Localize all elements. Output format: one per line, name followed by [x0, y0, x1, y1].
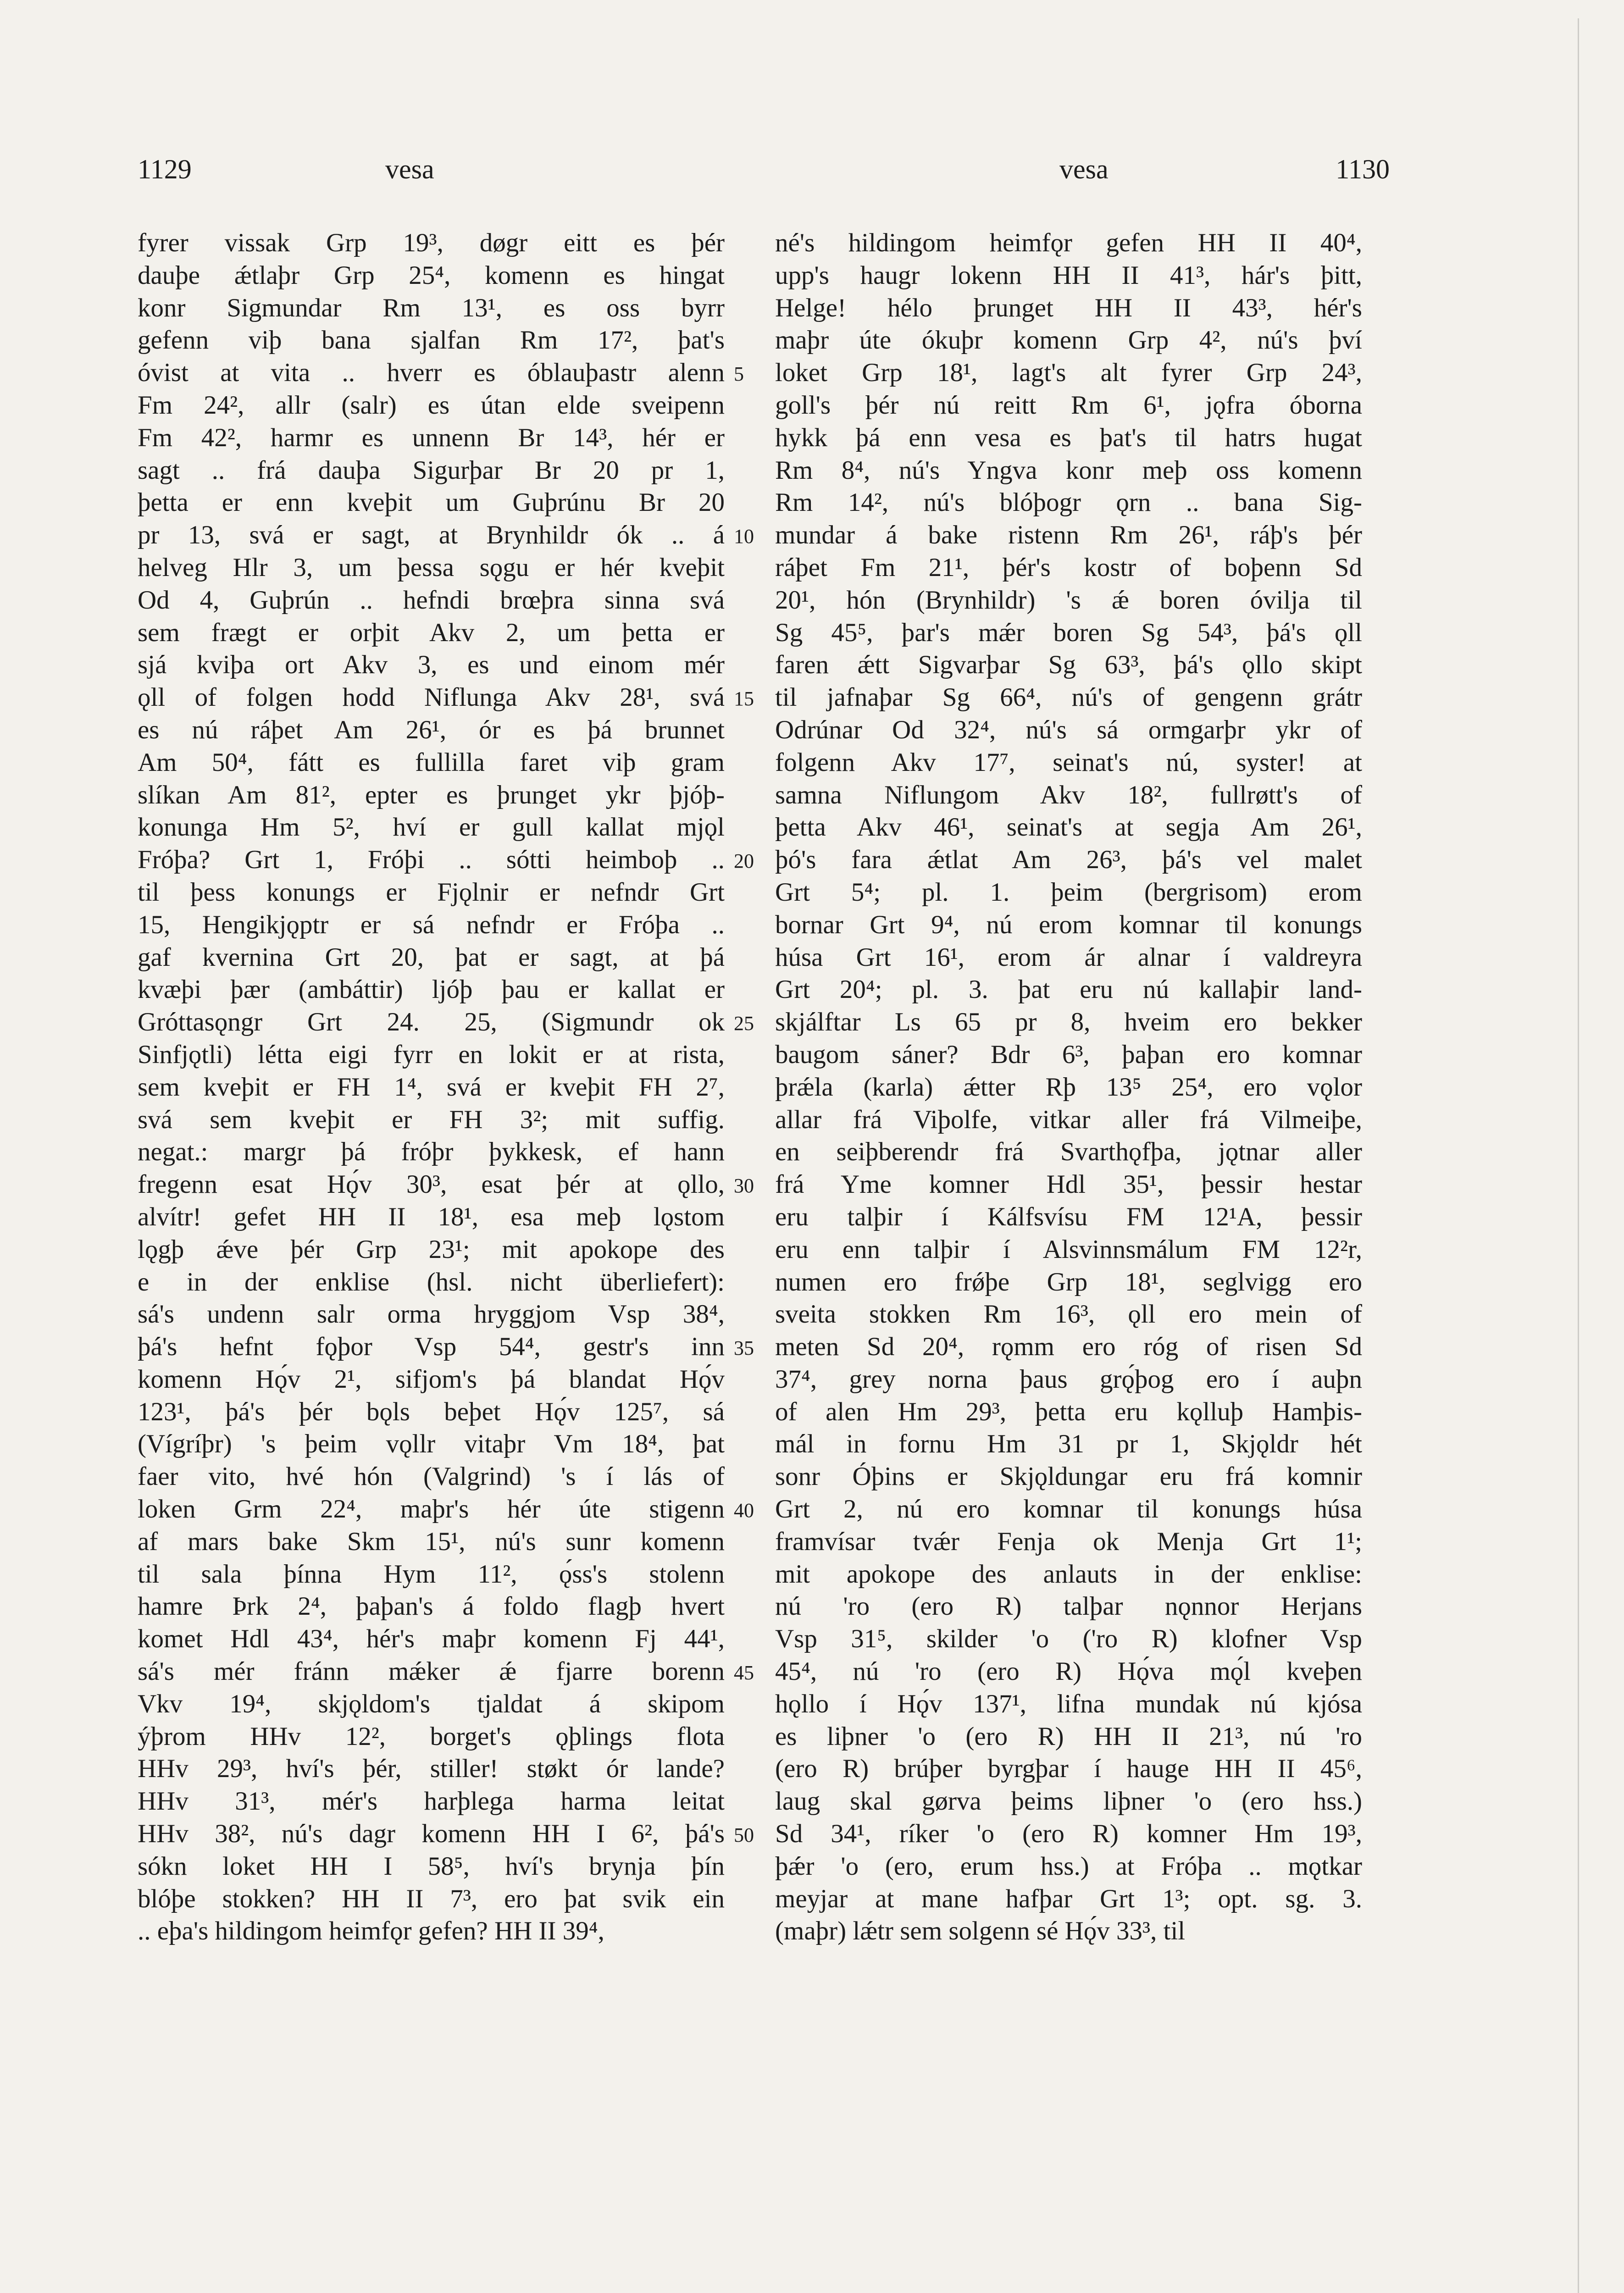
page-header	[138, 154, 1390, 190]
right-column-line: es liþner 'o (ero R) HH II 21³, nú 'ro	[775, 1722, 1362, 1751]
left-column-line: Od 4, Guþrún .. hefndi brœþra sinna svá	[138, 585, 725, 615]
right-column-line: maþr úte ókuþr komenn Grp 4², nú's því	[775, 326, 1362, 355]
left-column-line: sem kveþit er FH 1⁴, svá er kveþit FH 2⁷,	[138, 1072, 725, 1102]
right-column-line: eru talþir í Kálfsvísu FM 12¹A, þessir	[775, 1202, 1362, 1231]
left-column-line: Gróttasǫngr Grt 24. 25, (Sigmundr ok	[138, 1008, 725, 1037]
left-column-line: af mars bake Skm 15¹, nú's sunr komenn	[138, 1527, 725, 1556]
right-column-line: 20¹, hón (Brynhildr) 's ǽ boren óvilja til	[775, 585, 1362, 615]
right-column-line: sonr Óþins er Skjǫldungar eru frá komnir	[775, 1462, 1362, 1491]
right-column-line: hykk þá enn vesa es þat's til hatrs hugat	[775, 423, 1362, 452]
left-column-line: e in der enklise (hsl. nicht überliefert):	[138, 1267, 725, 1296]
line-number: 45	[734, 1662, 754, 1684]
left-column-line: 123¹, þá's þér bǫls beþet Hǫ́v 125⁷, sá	[138, 1397, 725, 1426]
left-column-line: 15, Hengikjǫptr er sá nefndr er Fróþa ..	[138, 910, 725, 939]
left-column-line: konr Sigmundar Rm 13¹, es oss byrr	[138, 293, 725, 322]
right-column-line: til jafnaþar Sg 66⁴, nú's of gengenn grátr	[775, 683, 1362, 712]
left-column-line: sem frægt er orþit Akv 2, um þetta er	[138, 618, 725, 647]
left-column-line: (Vígríþr) 's þeim vǫllr vitaþr Vm 18⁴, þat	[138, 1429, 725, 1459]
right-column-line: Grt 2, nú ero komnar til konungs húsa	[775, 1495, 1362, 1524]
left-column-line: dauþe ǽtlaþr Grp 25⁴, komenn es hingat	[138, 260, 725, 290]
right-column-line: Grt 20⁴; pl. 3. þat eru nú kallaþir land-	[775, 975, 1362, 1004]
right-column-line: Grt 5⁴; pl. 1. þeim (bergrisom) erom	[775, 877, 1362, 907]
left-column-line: konunga Hm 5², hví er gull kallat mjǫl	[138, 813, 725, 842]
scan-edge-line	[1578, 18, 1579, 2293]
left-column-line: HHv 31³, mér's harþlega harma leitat	[138, 1787, 725, 1816]
right-column-line: of alen Hm 29³, þetta eru kǫlluþ Hamþis-	[775, 1397, 1362, 1426]
right-column-line: en seiþberendr frá Svarthǫfþa, jǫtnar aller	[775, 1137, 1362, 1167]
right-column-line: þǽr 'o (ero, erum hss.) at Fróþa .. mǫtkar	[775, 1851, 1362, 1881]
right-column-line: upp's haugr lokenn HH II 41³, hár's þitt,	[775, 260, 1362, 290]
right-column-line: Rm 14², nú's blóþogr ǫrn .. bana Sig-	[775, 488, 1362, 517]
right-column-line: hǫllo í Hǫ́v 137¹, lifna mundak nú kjósa	[775, 1689, 1362, 1718]
left-column-line: fyrer vissak Grp 19³, døgr eitt es þér	[138, 228, 725, 257]
right-column-line: eru enn talþir í Alsvinnsmálum FM 12²r,	[775, 1235, 1362, 1264]
right-text-column	[775, 227, 1362, 1948]
left-column-line: Vkv 19⁴, skjǫldom's tjaldat á skipom	[138, 1689, 725, 1718]
right-column-line: skjálftar Ls 65 pr 8, hveim ero bekker	[775, 1008, 1362, 1037]
left-column-line: sá's undenn salr orma hryggjom Vsp 38⁴,	[138, 1300, 725, 1329]
left-column-line: gefenn viþ bana sjalfan Rm 17², þat's	[138, 326, 725, 355]
right-column-line: loket Grp 18¹, lagt's alt fyrer Grp 24³,	[775, 358, 1362, 388]
line-number: 30	[734, 1174, 754, 1197]
line-number: 10	[734, 525, 754, 548]
right-column-line: húsa Grt 16¹, erom ár alnar í valdreyra	[775, 942, 1362, 972]
left-column-line: negat.: margr þá fróþr þykkesk, ef hann	[138, 1137, 725, 1167]
left-column-line: sókn loket HH I 58⁵, hví's brynja þín	[138, 1851, 725, 1881]
right-column-line: Odrúnar Od 32⁴, nú's sá ormgarþr ykr of	[775, 715, 1362, 744]
line-number: 5	[734, 363, 744, 386]
line-number: 40	[734, 1499, 754, 1522]
line-number: 20	[734, 850, 754, 873]
left-column-line: þetta er enn kveþit um Guþrúnu Br 20	[138, 488, 725, 517]
left-column-line: til sala þínna Hym 11², ǫ́ss's stolenn	[138, 1559, 725, 1589]
left-column-line: fregenn esat Hǫ́v 30³, esat þér at ǫllo,	[138, 1170, 725, 1199]
right-column-line: laug skal gørva þeims liþner 'o (ero hss.)	[775, 1787, 1362, 1816]
right-column-line: Rm 8⁴, nú's Yngva konr meþ oss komenn	[775, 455, 1362, 485]
right-column-line: (maþr) lǽtr sem solgenn sé Hǫ́v 33³, til	[775, 1916, 1186, 1946]
line-number: 35	[734, 1337, 754, 1360]
right-column-line: nú 'ro (ero R) talþar nǫnnor Herjans	[775, 1592, 1362, 1621]
left-column-line: Fm 24², allr (salr) es útan elde sveipenn	[138, 390, 725, 420]
right-column-line: mit apokope des anlauts in der enklise:	[775, 1559, 1362, 1589]
right-column-line: goll's þér nú reitt Rm 6¹, jǫfra óborna	[775, 390, 1362, 420]
left-column-line: þá's hefnt fǫþor Vsp 54⁴, gestr's inn	[138, 1332, 725, 1362]
right-column-line: þetta Akv 46¹, seinat's at segja Am 26¹,	[775, 813, 1362, 842]
right-column-line: ráþet Fm 21¹, þér's kostr of boþenn Sd	[775, 553, 1362, 582]
line-number: 25	[734, 1012, 754, 1035]
right-running-headword: vesa	[1059, 154, 1109, 184]
left-column-line: sjá kviþa ort Akv 3, es und einom mér	[138, 650, 725, 680]
left-column-line: es nú ráþet Am 26¹, ór es þá brunnet	[138, 715, 725, 744]
left-column-line: Fróþa? Grt 1, Fróþi .. sótti heimboþ ..	[138, 845, 725, 875]
left-column-line: pr 13, svá er sagt, at Brynhildr ók .. á	[138, 521, 725, 550]
left-column-line: ýþrom HHv 12², borget's ǫþlings flota	[138, 1722, 725, 1751]
left-column-line: hamre Þrk 2⁴, þaþan's á foldo flagþ hvert	[138, 1592, 725, 1621]
right-column-line: bornar Grt 9⁴, nú erom komnar til konungs	[775, 910, 1362, 939]
right-column-line: baugom sáner? Bdr 6³, þaþan ero komnar	[775, 1040, 1362, 1069]
left-column-line: alvítr! gefet HH II 18¹, esa meþ lǫstom	[138, 1202, 725, 1231]
left-column-line: helveg Hlr 3, um þessa sǫgu er hér kveþit	[138, 553, 725, 582]
line-number: 50	[734, 1824, 754, 1847]
right-column-line: faren ǽtt Sigvarþar Sg 63³, þá's ǫllo skipt	[775, 650, 1362, 680]
right-column-line: numen ero frǿþe Grp 18¹, seglvigg ero	[775, 1267, 1362, 1296]
left-column-line: gaf kvernina Grt 20, þat er sagt, at þá	[138, 942, 725, 972]
right-column-line: þó's fara ǽtlat Am 26³, þá's vel malet	[775, 845, 1362, 875]
right-column-line: (ero R) brúþer byrgþar í hauge HH II 45⁶,	[775, 1754, 1362, 1783]
left-column-line: svá sem kveþit er FH 3²; mit suffig.	[138, 1105, 725, 1134]
left-column-line: óvist at vita .. hverr es óblauþastr alenn	[138, 358, 725, 388]
left-column-line: Fm 42², harmr es unnenn Br 14³, hér er	[138, 423, 725, 452]
right-column-line: né's hildingom heimfǫr gefen HH II 40⁴,	[775, 228, 1362, 257]
right-column-line: þrǽla (karla) ǽtter Rþ 13⁵ 25⁴, ero vǫlor	[775, 1072, 1362, 1102]
right-column-line: meyjar at mane hafþar Grt 1³; opt. sg. 3.	[775, 1884, 1362, 1913]
left-column-line: Am 50⁴, fátt es fullilla faret viþ gram	[138, 748, 725, 777]
left-column-line: komenn Hǫ́v 2¹, sifjom's þá blandat Hǫ́v	[138, 1364, 725, 1394]
left-column-line: Sinfjǫtli) létta eigi fyrr en lokit er at rista,	[138, 1040, 725, 1069]
left-column-line: sá's mér fránn mǽker ǽ fjarre borenn	[138, 1657, 725, 1686]
right-column-line: framvísar tvǽr Fenja ok Menja Grt 1¹;	[775, 1527, 1362, 1556]
left-column-line: faer vito, hvé hón (Valgrind) 's í lás of	[138, 1462, 725, 1491]
right-column-line: Sd 34¹, ríker 'o (ero R) komner Hm 19³,	[775, 1819, 1362, 1849]
right-column-line: frá Yme komner Hdl 35¹, þessir hestar	[775, 1170, 1362, 1199]
left-column-line: slíkan Am 81², epter es þrunget ykr þjóþ-	[138, 780, 725, 809]
left-column-line: kvæþi þær (ambáttir) ljóþ þau er kallat er	[138, 975, 725, 1004]
right-column-line: sveita stokken Rm 16³, ǫll ero mein of	[775, 1300, 1362, 1329]
left-column-line: HHv 38², nú's dagr komenn HH I 6², þá's	[138, 1819, 725, 1849]
left-column-line: til þess konungs er Fjǫlnir er nefndr Grt	[138, 877, 725, 907]
left-column-line: HHv 29³, hví's þér, stiller! støkt ór lande?	[138, 1754, 725, 1783]
left-column-line: sagt .. frá dauþa Sigurþar Br 20 pr 1,	[138, 455, 725, 485]
right-column-line: Sg 45⁵, þar's mǽr boren Sg 54³, þá's ǫll	[775, 618, 1362, 647]
right-column-line: 37⁴, grey norna þaus grǫ́þog ero í auþn	[775, 1364, 1362, 1394]
right-column-line: samna Niflungom Akv 18², fullrøtt's of	[775, 780, 1362, 809]
left-column-line: blóþe stokken? HH II 7³, ero þat svik ein	[138, 1884, 725, 1913]
right-column-line: meten Sd 20⁴, rǫmm ero róg of risen Sd	[775, 1332, 1362, 1362]
left-column-line: komet Hdl 43⁴, hér's maþr komenn Fj 44¹,	[138, 1624, 725, 1654]
right-column-line: Helge! hélo þrunget HH II 43³, hér's	[775, 293, 1362, 322]
left-text-column	[138, 227, 725, 1948]
left-running-headword: vesa	[385, 154, 434, 184]
left-column-line: lǫgþ ǽve þér Grp 23¹; mit apokope des	[138, 1235, 725, 1264]
left-column-line: .. eþa's hildingom heimfǫr gefen? HH II 39⁴,	[138, 1916, 604, 1946]
left-column-line: ǫll of folgen hodd Niflunga Akv 28¹, svá	[138, 683, 725, 712]
left-page-number: 1129	[138, 154, 192, 184]
right-column-line: mál in fornu Hm 31 pr 1, Skjǫldr hét	[775, 1429, 1362, 1459]
right-page-number: 1130	[1336, 154, 1390, 184]
right-column-line: mundar á bake ristenn Rm 26¹, ráþ's þér	[775, 521, 1362, 550]
right-column-line: 45⁴, nú 'ro (ero R) Hǫ́va mǫ́l kveþen	[775, 1657, 1362, 1686]
right-column-line: folgenn Akv 17⁷, seinat's nú, syster! at	[775, 748, 1362, 777]
line-number: 15	[734, 687, 754, 710]
right-column-line: allar frá Viþolfe, vitkar aller frá Vilmeiþe,	[775, 1105, 1362, 1134]
left-column-line: loken Grm 22⁴, maþr's hér úte stigenn	[138, 1495, 725, 1524]
right-column-line: Vsp 31⁵, skilder 'o ('ro R) klofner Vsp	[775, 1624, 1362, 1654]
